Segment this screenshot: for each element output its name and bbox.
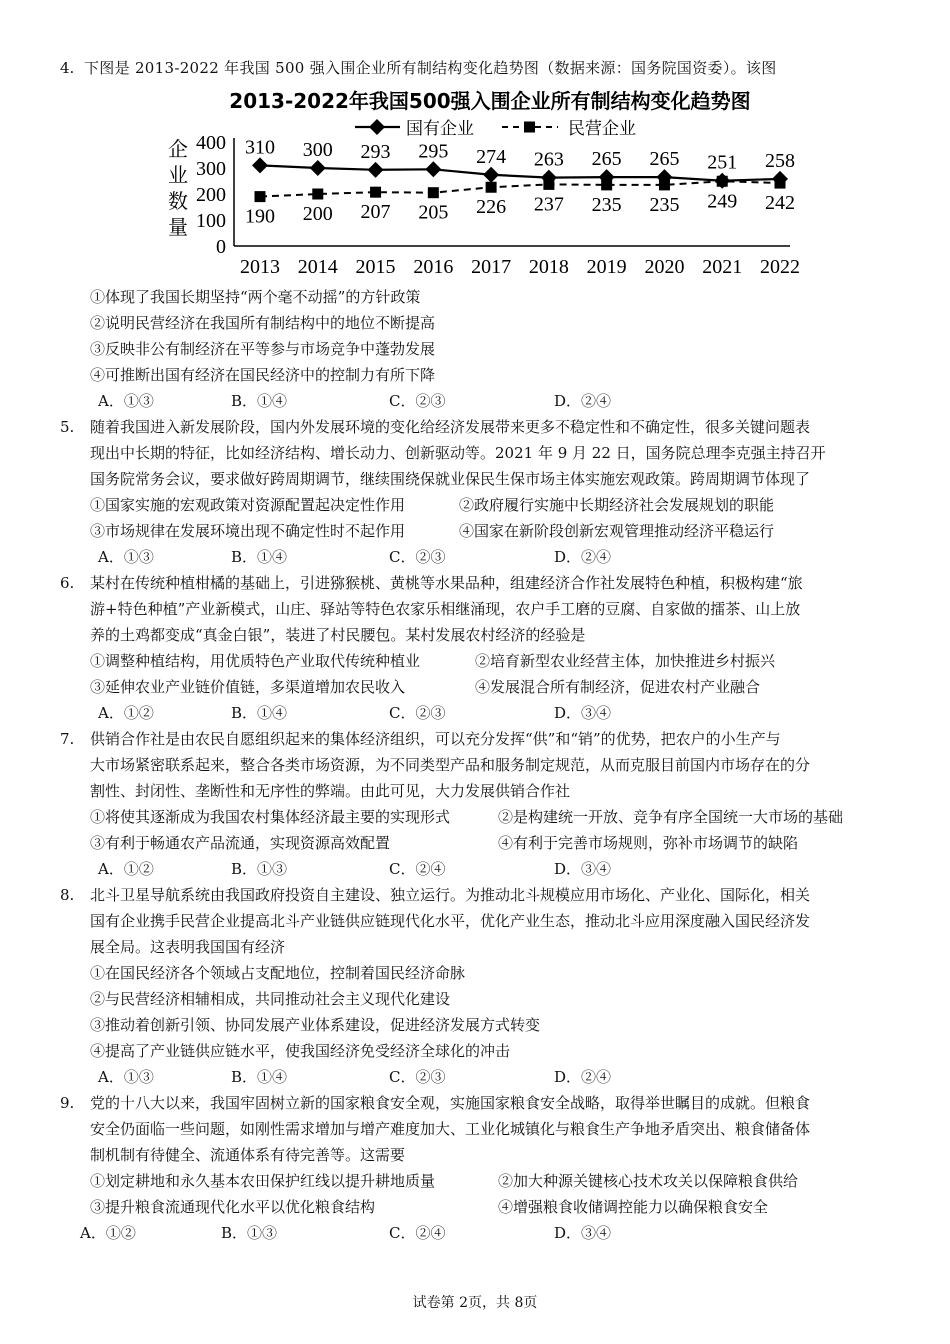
q9-number: 9. xyxy=(60,1094,75,1112)
data-label-private: 235 xyxy=(591,193,622,216)
x-tick-label: 2013 xyxy=(240,256,280,278)
q4-option-d: D．②④ xyxy=(554,392,612,410)
q8-statement-4: ④提高了产业链供应链水平，使我国经济免受经济全球化的冲击 xyxy=(90,1042,511,1060)
q8-line-1: 北斗卫星导航系统由我国政府投资自主建设、独立运行。为推动北斗规模应用市场化、产业化、国际化，相关 xyxy=(90,886,811,904)
point-private xyxy=(601,179,612,190)
x-tick-label: 2018 xyxy=(528,256,569,278)
y-axis-label-char: 量 xyxy=(168,217,188,239)
data-label-state: 258 xyxy=(765,149,795,172)
q9-line-1: 党的十八大以来，我国牢固树立新的国家粮食安全观，实施国家粮食安全战略，取得举世瞩目的成就。但粮食 xyxy=(90,1094,811,1112)
q7-statement-2: ②是构建统一开放、竞争有序全国统一大市场的基础 xyxy=(498,808,844,826)
q5-statement-3: ③市场规律在发展环境出现不确定性时不起作用 xyxy=(90,522,406,540)
series-line-private xyxy=(260,181,780,196)
q7-option-d: D．③④ xyxy=(554,860,612,878)
q8-line-2: 国有企业携手民营企业提高北斗产业链供应链现代化水平，优化产业生态，推动北斗应用深度融入国民经济发 xyxy=(90,912,811,930)
q9-option-a: A．①② xyxy=(80,1224,136,1242)
legend-label-state: 国有企业 xyxy=(406,119,474,138)
series-line-state xyxy=(260,165,780,180)
chart-title: 2013-2022年我国500强入围企业所有制结构变化趋势图 xyxy=(229,89,751,113)
q4-number: 4. xyxy=(60,59,75,77)
q9-option-b: B．①③ xyxy=(221,1224,278,1242)
data-label-state: 295 xyxy=(418,140,449,163)
q6-option-a: A．①② xyxy=(98,704,154,722)
q8-line-3: 展全局。这表明我国国有经济 xyxy=(90,938,286,956)
q9-statement-1: ①划定耕地和永久基本农田保护红线以提升耕地质量 xyxy=(90,1172,436,1190)
point-private xyxy=(659,179,670,190)
q4-option-b: B．①④ xyxy=(231,392,288,410)
q5-option-b: B．①④ xyxy=(231,548,288,566)
q6-statement-4: ④发展混合所有制经济，促进农村产业融合 xyxy=(475,678,761,696)
q9-line-3: 制机制有待健全、流通体系有待完善等。这需要 xyxy=(90,1146,406,1164)
point-state xyxy=(425,161,441,177)
q9-statement-2: ②加大种源关键核心技术攻关以保障粮食供给 xyxy=(498,1172,799,1190)
q8-statement-1: ①在国民经济各个领域占支配地位，控制着国民经济命脉 xyxy=(90,964,466,982)
q9-line-2: 安全仍面临一些问题，如刚性需求增加与增产难度加大、工业化城镇化与粮食生产争地矛盾突出、粮食储备体 xyxy=(90,1120,811,1138)
point-private xyxy=(543,179,554,190)
q8-option-d: D．②④ xyxy=(554,1068,612,1086)
y-axis-label-char: 数 xyxy=(168,191,188,213)
q6-line-1: 某村在传统种植柑橘的基础上，引进猕猴桃、黄桃等水果品种，组建经济合作社发展特色种植，积极构建“旅 xyxy=(90,574,803,592)
q5-line-3: 国务院常务会议，要求做好跨周期调节，继续围绕保就业保民生保市场主体实施宏观政策。跨周期调节体现了 xyxy=(90,470,811,488)
q7-line-3: 割性、封闭性、垄断性和无序性的弊端。由此可见，大力发展供销合作社 xyxy=(90,782,571,800)
legend-marker-private xyxy=(524,122,535,133)
q8-option-a: A．①③ xyxy=(98,1068,154,1086)
point-state xyxy=(368,162,384,178)
y-axis-ticks xyxy=(196,132,226,258)
x-tick-label: 2022 xyxy=(760,256,800,278)
x-tick-label: 2019 xyxy=(586,256,627,278)
point-private xyxy=(428,187,439,198)
y-axis-label xyxy=(168,138,188,239)
q4-stem: 下图是 2013-2022 年我国 500 强入围企业所有制结构变化趋势图（数据来源：国务院国资委）。该图 xyxy=(84,59,777,77)
q8-option-b: B．①④ xyxy=(231,1068,288,1086)
point-private xyxy=(717,176,728,187)
q6-statement-1: ①调整种植结构，用优质特色产业取代传统种植业 xyxy=(90,652,421,670)
q7-line-1: 供销合作社是由农民自愿组织起来的集体经济组织，可以充分发挥“供”和“销”的优势，把农户的小生产与 xyxy=(90,730,781,748)
x-tick-label: 2020 xyxy=(644,256,685,278)
q7-option-c: C．②④ xyxy=(389,860,446,878)
data-label-private: 226 xyxy=(476,196,507,219)
q4-statement-3: ③反映非公有制经济在平等参与市场竞争中蓬勃发展 xyxy=(90,340,436,358)
point-private xyxy=(486,182,497,193)
q6-option-c: C．②③ xyxy=(389,704,446,722)
q8-statement-2: ②与民营经济相辅相成，共同推动社会主义现代化建设 xyxy=(90,990,451,1008)
chart xyxy=(150,84,800,284)
q4-statement-4: ④可推断出国有经济在国民经济中的控制力有所下降 xyxy=(90,366,436,384)
q6-line-3: 养的土鸡都变成“真金白银”，装进了村民腰包。某村发展农村经济的经验是 xyxy=(90,626,586,644)
y-tick-label: 0 xyxy=(216,236,226,258)
q6-option-d: D．③④ xyxy=(554,704,612,722)
series-layer xyxy=(245,136,795,227)
q6-number: 6. xyxy=(60,574,75,592)
point-private xyxy=(775,178,786,189)
q5-number: 5. xyxy=(60,418,75,436)
point-state xyxy=(252,157,268,173)
q7-line-2: 大市场紧密联系起来，整合各类市场资源，为不同类型产品和服务制定规范，从而克服目前国内市场存在的分 xyxy=(90,756,811,774)
y-axis-label-char: 业 xyxy=(168,165,188,187)
q4-statement-2: ②说明民营经济在我国所有制结构中的地位不断提高 xyxy=(90,314,436,332)
q4-option-a: A．①③ xyxy=(98,392,154,410)
q7-option-b: B．①③ xyxy=(231,860,288,878)
q5-statement-1: ①国家实施的宏观政策对资源配置起决定性作用 xyxy=(90,496,406,514)
q9-option-d: D．③④ xyxy=(554,1224,612,1242)
data-label-private: 207 xyxy=(360,201,391,224)
q8-statement-3: ③推动着创新引领、协同发展产业体系建设，促进经济发展方式转变 xyxy=(90,1016,541,1034)
q8-option-c: C．②③ xyxy=(389,1068,446,1086)
q6-statement-2: ②培育新型农业经营主体，加快推进乡村振兴 xyxy=(475,652,776,670)
x-tick-label: 2021 xyxy=(702,256,743,278)
q6-option-b: B．①④ xyxy=(231,704,288,722)
q4-statement-1: ①体现了我国长期坚持“两个毫不动摇”的方针政策 xyxy=(90,288,421,306)
legend-marker-state xyxy=(369,119,385,135)
q9-statement-4: ④增强粮食收储调控能力以确保粮食安全 xyxy=(498,1198,769,1216)
q5-line-2: 现出中长期的特征，比如经济结构、增长动力、创新驱动等。2021 年 9 月 22 日，国务院总理李克强主持召开 xyxy=(90,444,826,462)
q5-option-c: C．②③ xyxy=(389,548,446,566)
q7-option-a: A．①② xyxy=(98,860,154,878)
q6-statement-3: ③延伸农业产业链价值链，多渠道增加农民收入 xyxy=(90,678,406,696)
data-label-private: 205 xyxy=(418,201,449,224)
q4-option-c: C．②③ xyxy=(389,392,446,410)
point-private xyxy=(312,189,323,200)
x-tick-label: 2015 xyxy=(355,256,396,278)
data-label-state: 263 xyxy=(533,148,564,171)
data-label-private: 200 xyxy=(302,203,333,225)
q5-statement-4: ④国家在新阶段创新宏观管理推动经济平稳运行 xyxy=(459,522,775,540)
data-label-private: 237 xyxy=(533,193,564,216)
y-axis-label-char: 企 xyxy=(168,139,188,161)
q7-statement-1: ①将使其逐渐成为我国农村集体经济最主要的实现形式 xyxy=(90,808,451,826)
q9-option-c: C．②④ xyxy=(389,1224,446,1242)
q5-line-1: 随着我国进入新发展阶段，国内外发展环境的变化给经济发展带来更多不稳定性和不确定性，很多关键问题表 xyxy=(90,418,811,436)
data-label-private: 249 xyxy=(707,190,738,213)
y-tick-label: 400 xyxy=(196,132,226,154)
q7-number: 7. xyxy=(60,730,75,748)
q5-statement-2: ②政府履行实施中长期经济社会发展规划的职能 xyxy=(459,496,775,514)
data-label-state: 293 xyxy=(360,140,391,163)
data-label-private: 235 xyxy=(649,193,680,216)
page-footer: 试卷第 2页，共 8页 xyxy=(412,1295,538,1311)
point-private xyxy=(255,191,266,202)
q7-statement-3: ③有利于畅通农产品流通，实现资源高效配置 xyxy=(90,834,391,852)
data-label-private: 242 xyxy=(765,192,795,215)
data-label-state: 300 xyxy=(302,139,333,161)
q8-number: 8. xyxy=(60,886,75,904)
data-label-state: 310 xyxy=(245,136,275,159)
q6-line-2: 游+特色种植”产业新模式，山庄、驿站等特色农家乐相继涌现，农户手工磨的豆腐、自家做的擂茶、山上放 xyxy=(90,600,801,618)
y-tick-label: 100 xyxy=(196,210,226,232)
data-label-private: 190 xyxy=(245,205,275,228)
legend-label-private: 民营企业 xyxy=(568,119,636,138)
q5-option-d: D．②④ xyxy=(554,548,612,566)
data-label-state: 265 xyxy=(649,148,680,171)
x-tick-label: 2016 xyxy=(413,256,454,278)
point-state xyxy=(483,167,499,183)
y-tick-label: 200 xyxy=(196,184,226,206)
y-tick-label: 300 xyxy=(196,158,226,180)
x-tick-label: 2017 xyxy=(471,256,512,278)
q7-statement-4: ④有利于完善市场规则，弥补市场调节的缺陷 xyxy=(498,834,799,852)
q5-option-a: A．①③ xyxy=(98,548,154,566)
legend xyxy=(355,119,636,138)
q9-statement-3: ③提升粮食流通现代化水平以优化粮食结构 xyxy=(90,1198,376,1216)
data-label-state: 251 xyxy=(707,151,738,174)
data-label-state: 265 xyxy=(591,148,622,171)
x-axis-ticks xyxy=(240,256,800,278)
x-tick-label: 2014 xyxy=(297,256,338,278)
point-state xyxy=(310,160,326,176)
point-private xyxy=(370,187,381,198)
data-label-state: 274 xyxy=(476,145,507,168)
